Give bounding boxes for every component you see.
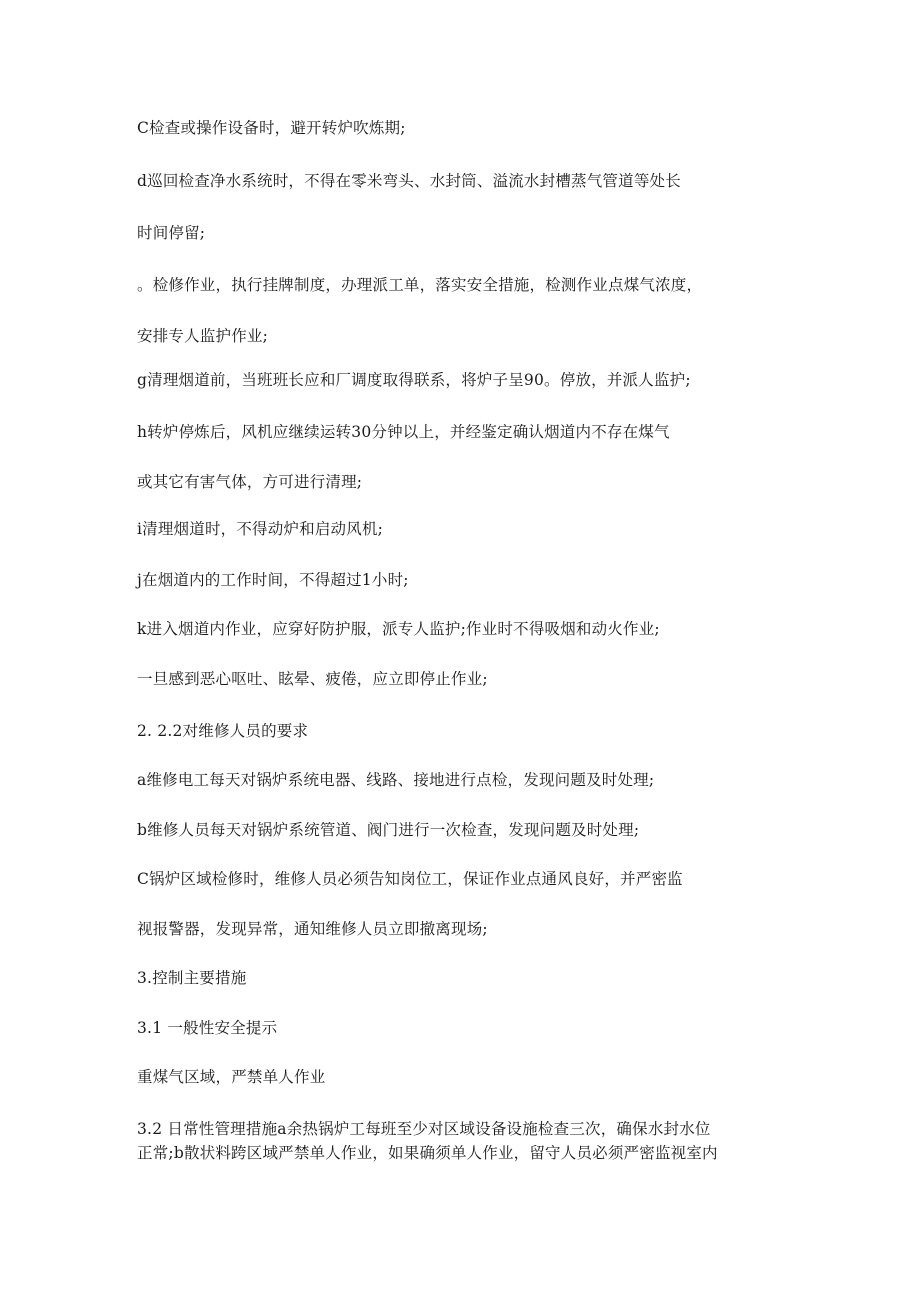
text-line: 视报警器，发现异常，通知维修人员立即撤离现场;: [137, 920, 488, 938]
text-line: 。检修作业，执行挂牌制度，办理派工单，落实安全措施，检测作业点煤气浓度，: [137, 276, 703, 294]
text-line: g清理烟道前，当班班长应和厂调度取得联系，将炉子呈90。停放，并派人监护;: [137, 371, 691, 389]
text-line: 时间停留;: [137, 224, 206, 242]
text-line: 重煤气区域，严禁单人作业: [137, 1068, 326, 1086]
text-line: C锅炉区域检修时，维修人员必须告知岗位工，保证作业点通风良好，并严密监: [137, 870, 683, 888]
text-line: k进入烟道内作业，应穿好防护服，派专人监护;作业时不得吸烟和动火作业;: [137, 620, 660, 638]
text-line: a维修电工每天对锅炉系统电器、线路、接地进行点检，发现问题及时处理;: [137, 771, 655, 789]
text-line: i清理烟道时，不得动炉和启动风机;: [137, 520, 384, 538]
text-line: j在烟道内的工作时间，不得超过1小时;: [137, 571, 409, 589]
section-heading: 2. 2.2对维修人员的要求: [137, 722, 309, 740]
text-line: d巡回检查净水系统时，不得在零米弯头、水封筒、溢流水封槽蒸气管道等处长: [137, 172, 681, 190]
text-line: b维修人员每天对锅炉系统管道、阀门进行一次检查，发现问题及时处理;: [137, 821, 640, 839]
text-line: 3.2 日常性管理措施a余热锅炉工每班至少对区域设备设施检查三次，确保水封水位: [137, 1120, 711, 1138]
text-line: h转炉停炼后，风机应继续运转30分钟以上，并经鉴定确认烟道内不存在煤气: [137, 423, 670, 441]
text-line: 正常;b散状料跨区域严禁单人作业，如果确须单人作业，留守人员必须严密监视室内: [137, 1144, 718, 1162]
section-heading: 3.控制主要措施: [137, 969, 247, 987]
text-line: 安排专人监护作业;: [137, 327, 269, 345]
text-line: C检查或操作设备时，避开转炉吹炼期;: [137, 119, 406, 137]
final-paragraph: [137, 1117, 797, 1165]
text-line: 或其它有害气体，方可进行清理;: [137, 473, 363, 491]
section-heading: 3.1 一般性安全提示: [137, 1019, 278, 1037]
text-line: 一旦感到恶心呕吐、眩晕、疲倦，应立即停止作业;: [137, 670, 488, 688]
